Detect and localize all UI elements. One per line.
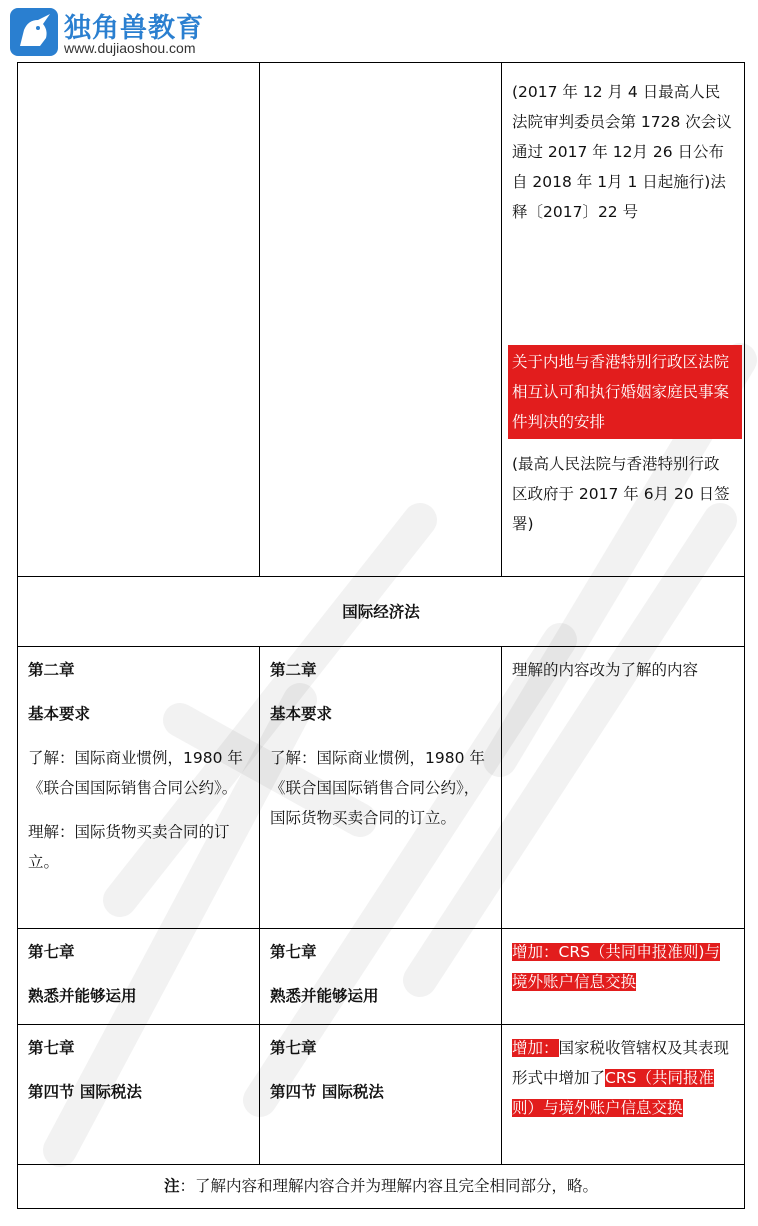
signing-note: (最高人民法院与香港特别行政区政府于 2017 年 6月 20 日签署) bbox=[512, 455, 730, 533]
understand-text: 了解：国际商业惯例，1980 年《联合国国际销售合同公约》，国际货物买卖合同的订立。 bbox=[270, 749, 485, 827]
requirement-heading: 熟悉并能够运用 bbox=[28, 987, 137, 1005]
table-row bbox=[18, 1025, 745, 1165]
chapter-label: 第七章 bbox=[28, 943, 75, 961]
section-heading: 第四节 国际税法 bbox=[270, 1083, 384, 1101]
chapter-label: 第七章 bbox=[270, 1039, 317, 1057]
chapter-label: 第七章 bbox=[28, 1039, 75, 1057]
brand-url[interactable]: www.dujiaoshou.com bbox=[64, 40, 196, 56]
chapter-label: 第二章 bbox=[270, 661, 317, 679]
comprehend-text: 理解：国际货物买卖合同的订立。 bbox=[28, 823, 230, 871]
syllabus-table bbox=[17, 62, 745, 1209]
cell-old bbox=[18, 929, 260, 1025]
cell-change bbox=[502, 1025, 745, 1165]
brand-name: 独角兽教育 bbox=[64, 13, 204, 44]
cell-change bbox=[502, 929, 745, 1025]
section-title: 国际经济法 bbox=[18, 577, 745, 647]
section-row bbox=[18, 577, 745, 647]
added-crs-text: CRS（共同报准则）与境外账户信息交换 bbox=[512, 1069, 714, 1117]
requirement-heading: 基本要求 bbox=[28, 705, 91, 723]
table-row bbox=[18, 929, 745, 1025]
chapter-label: 第七章 bbox=[270, 943, 317, 961]
regulation-citation: (2017 年 12 月 4 日最高人民法院审判委员会第 1728 次会议通过 2017 年 12月 26 日公布自 2018 年 1月 1 日起施行)法释〔2017〕22 号 bbox=[512, 83, 732, 221]
highlighted-regulation-title: 关于内地与香港特别行政区法院相互认可和执行婚姻家庭民事案件判决的安排 bbox=[508, 345, 742, 439]
requirement-heading: 基本要求 bbox=[270, 705, 333, 723]
page-header bbox=[0, 0, 758, 62]
unicorn-logo-icon bbox=[10, 8, 58, 56]
cell-change bbox=[502, 63, 745, 577]
requirement-heading: 熟悉并能够运用 bbox=[270, 987, 379, 1005]
cell-new bbox=[260, 63, 502, 577]
added-crs-text: 增加：CRS（共同申报准则)与境外账户信息交换 bbox=[512, 943, 720, 991]
tax-jurisdiction-text: 国家税收管辖权及其表现形式中增加了 bbox=[512, 1039, 730, 1087]
cell-old bbox=[18, 63, 260, 577]
cell-change: 理解的内容改为了解的内容 bbox=[502, 647, 745, 929]
understand-text: 了解：国际商业惯例，1980 年《联合国国际销售合同公约》。 bbox=[28, 749, 243, 797]
cell-new bbox=[260, 929, 502, 1025]
note-row bbox=[18, 1165, 745, 1209]
note-label: 注 bbox=[163, 1177, 180, 1195]
cell-new bbox=[260, 647, 502, 929]
cell-old bbox=[18, 1025, 260, 1165]
note-text: ：了解内容和理解内容合并为理解内容且完全相同部分，略。 bbox=[179, 1177, 599, 1195]
chapter-label: 第二章 bbox=[28, 661, 75, 679]
table-row bbox=[18, 63, 745, 577]
cell-new bbox=[260, 1025, 502, 1165]
added-label: 增加： bbox=[512, 1039, 559, 1057]
section-heading: 第四节 国际税法 bbox=[28, 1083, 142, 1101]
table-row bbox=[18, 647, 745, 929]
cell-old bbox=[18, 647, 260, 929]
footnote bbox=[18, 1165, 745, 1209]
